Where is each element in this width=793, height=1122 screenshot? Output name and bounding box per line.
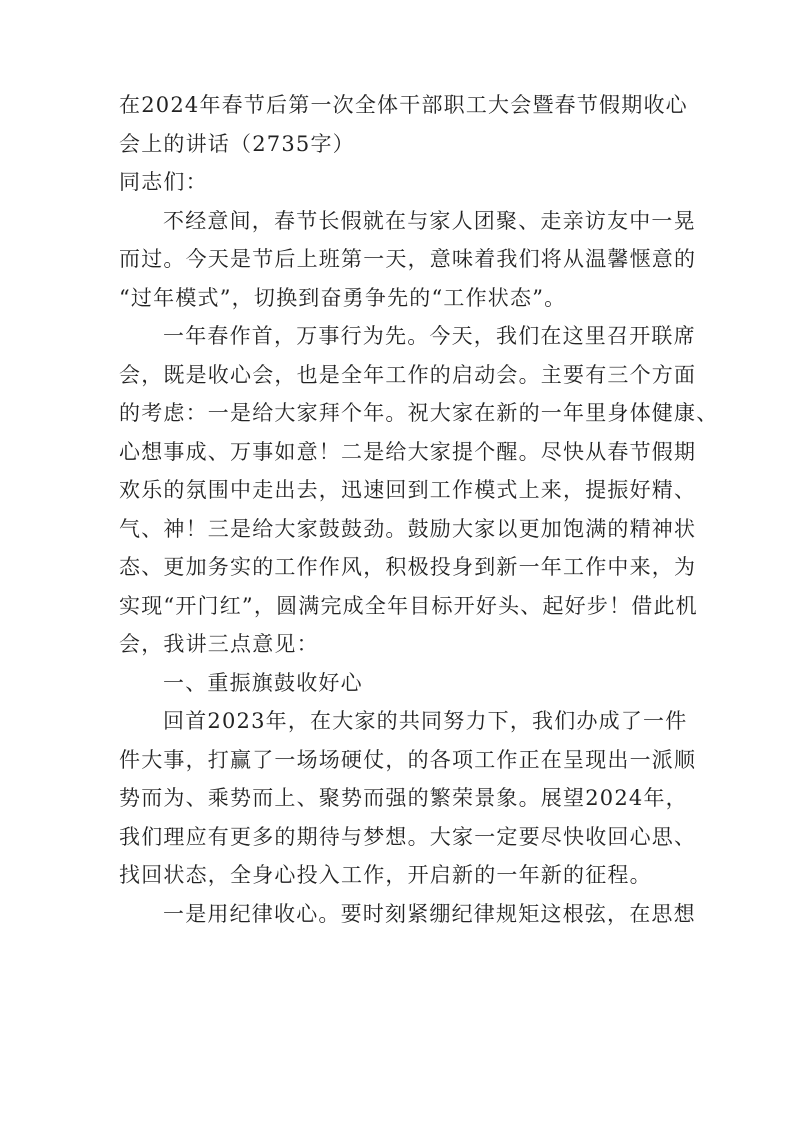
paragraph-line: 实现“开门红”，圆满完成全年目标开好头、起好步！借此机 [119,593,698,618]
paragraph-line: 一是用纪律收心。要时刻紧绷纪律规矩这根弦，在思想 [163,901,696,926]
paragraph-line: 会，我讲三点意见： [119,632,319,656]
paragraph-discipline [119,895,696,934]
paragraph-line: 件大事，打赢了一场场硬仗，的各项工作正在呈现出一派顺 [119,747,697,772]
document-title-line-2: 会上的讲话（2735字） [119,131,355,156]
section-heading-line: 一、重振旗鼓收好心 [163,670,363,695]
paragraph-purpose [119,317,719,664]
paragraph-line: 会，既是收心会，也是全年工作的启动会。主要有三个方面 [119,362,697,387]
section-heading-1 [119,664,679,703]
paragraph-line: 心想事成、万事如意！二是给大家提个醒。尽快从春节假期 [119,439,697,464]
paragraph-review [119,702,697,895]
paragraph-line: 一年春作首，万事行为先。今天，我们在这里召开联席 [163,324,696,348]
paragraph-line: 而过。今天是节后上班第一天，意味着我们将从温馨惬意的 [119,247,697,271]
paragraph-line: 态、更加务实的工作作风，积极投身到新一年工作中来，为 [119,555,697,579]
paragraph-line: 我们理应有更多的期待与梦想。大家一定要尽快收回心思、 [119,824,697,849]
paragraph-line: 欢乐的氛围中走出去，迅速回到工作模式上来，提振好精、 [119,478,697,502]
paragraph-line: 气、神！三是给大家鼓鼓劲。鼓励大家以更加饱满的精神状 [119,516,697,541]
paragraph-line: 回首2023年，在大家的共同努力下，我们办成了一件 [163,709,688,733]
paragraph-line: 势而为、乘势而上、聚势而强的繁荣景象。展望2024年， [119,786,688,810]
paragraph-line: 不经意间，春节长假就在与家人团聚、走亲访友中一晃 [163,208,696,233]
paragraph-intro [119,202,697,318]
document-title-line-1: 在2024年春节后第一次全体干部职工大会暨春节假期收心 [119,93,688,117]
salutation: 同志们： [119,170,208,194]
paragraph-line: 的考虑：一是给大家拜个年。祝大家在新的一年里身体健康、 [119,401,719,425]
paragraph-line: 找回状态，全身心投入工作，开启新的一年新的征程。 [119,863,652,887]
document-page [119,86,719,933]
paragraph-line: “过年模式”，切换到奋勇争先的“工作状态”。 [119,285,567,310]
